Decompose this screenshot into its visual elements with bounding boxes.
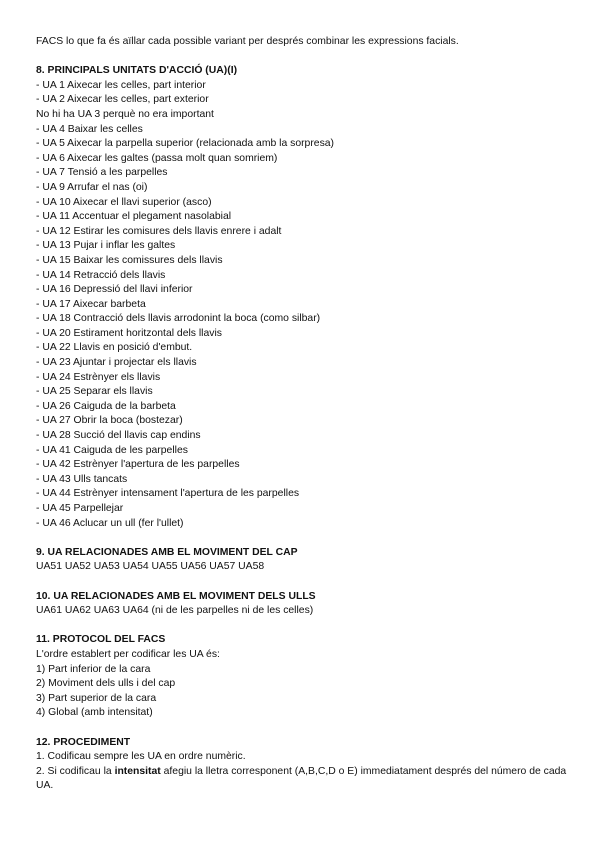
document-page <box>36 35 576 794</box>
section-12-heading: 12. PROCEDIMENT <box>36 736 131 748</box>
action-unit-item: - UA 18 Contracció dels llavis arrodonint la boca (como silbar) <box>36 313 321 325</box>
action-unit-item: - UA 25 Separar els llavis <box>36 386 153 398</box>
action-unit-item: - UA 23 Ajuntar i projectar els llavis <box>36 357 197 369</box>
section-9-heading: 9. UA RELACIONADES AMB EL MOVIMENT DEL CAP <box>36 546 298 558</box>
action-unit-item: - UA 13 Pujar i inflar les galtes <box>36 240 176 252</box>
procedure-item-2-pre: 2. Si codificau la <box>36 765 115 777</box>
action-unit-item: - UA 12 Estirar les comisures dels llavis enrere i adalt <box>36 225 282 237</box>
action-unit-item: - UA 28 Succió del llavis cap endins <box>36 430 201 442</box>
action-unit-item: - UA 42 Estrènyer l'apertura de les parpelles <box>36 459 240 471</box>
action-unit-item: - UA 15 Baixar les comissures dels llavis <box>36 254 223 266</box>
action-unit-item: - UA 7 Tensió a les parpelles <box>36 167 168 179</box>
action-unit-item: - UA 17 Aixecar barbeta <box>36 298 146 310</box>
procedure-item-1: 1. Codificau sempre les UA en ordre numèric. <box>36 751 246 763</box>
section-10-text: UA61 UA62 UA63 UA64 (ni de les parpelles ni de les celles) <box>36 605 314 617</box>
protocol-item: 2) Moviment dels ulls i del cap <box>36 678 176 690</box>
action-unit-item: - UA 4 Baixar les celles <box>36 123 143 135</box>
action-unit-item: - UA 9 Arrufar el nas (oi) <box>36 181 148 193</box>
section-9-text: UA51 UA52 UA53 UA54 UA55 UA56 UA57 UA58 <box>36 561 265 573</box>
action-unit-item: - UA 45 Parpellejar <box>36 503 124 514</box>
section-8-heading: 8. PRINCIPALS UNITATS D'ACCIÓ (UA)(I) <box>36 65 238 77</box>
action-unit-item: - UA 43 Ulls tancats <box>36 473 128 485</box>
action-unit-item: - UA 5 Aixecar la parpella superior (relacionada amb la sorpresa) <box>36 138 335 150</box>
section-8-list <box>36 79 576 531</box>
procedure-item-2 <box>36 765 576 794</box>
section-11-intro: L'ordre establert per codificar les UA és: <box>36 648 220 660</box>
action-unit-item: - UA 24 Estrènyer els llavis <box>36 371 161 383</box>
protocol-item: 3) Part superior de la cara <box>36 692 157 704</box>
action-unit-item: - UA 41 Caiguda de les parpelles <box>36 444 188 456</box>
section-11-heading: 11. PROTOCOL DEL FACS <box>36 634 166 646</box>
action-unit-item: - UA 10 Aixecar el llavi superior (asco) <box>36 196 212 208</box>
action-unit-item: - UA 27 Obrir la boca (bostezar) <box>36 415 183 427</box>
action-unit-item: - UA 46 Aclucar un ull (fer l'ullet) <box>36 517 184 529</box>
action-unit-item: - UA 26 Caiguda de la barbeta <box>36 400 176 412</box>
procedure-item-2-post: afegiu la lletra corresponent (A,B,C,D o E) immediatament després del número de cada UA. <box>36 765 567 792</box>
protocol-item: 1) Part inferior de la cara <box>36 663 151 675</box>
action-unit-item: - UA 2 Aixecar les celles, part exterior <box>36 94 209 106</box>
action-unit-item: - UA 16 Depressió del llavi inferior <box>36 284 193 296</box>
procedure-item-2-bold: intensitat <box>114 765 161 777</box>
action-unit-item: - UA 14 Retracció dels llavis <box>36 269 166 281</box>
action-unit-item: - UA 6 Aixecar les galtes (passa molt quan somriem) <box>36 152 278 164</box>
section-10-heading: 10. UA RELACIONADES AMB EL MOVIMENT DELS ULLS <box>36 590 316 602</box>
action-unit-item: - UA 1 Aixecar les celles, part interior <box>36 79 206 91</box>
action-unit-item: - UA 44 Estrènyer intensament l'apertura de les parpelles <box>36 488 300 500</box>
intro-paragraph: FACS lo que fa és aïllar cada possible variant per després combinar les expressions facials. <box>36 36 459 47</box>
action-unit-item: No hi ha UA 3 perquè no era important <box>36 108 214 120</box>
action-unit-item: - UA 22 Llavis en posició d'embut. <box>36 342 193 354</box>
action-unit-item: - UA 20 Estirament horitzontal dels llavis <box>36 327 222 339</box>
action-unit-item: - UA 11 Accentuar el plegament nasolabial <box>36 211 232 223</box>
protocol-item: 4) Global (amb intensitat) <box>36 707 153 719</box>
